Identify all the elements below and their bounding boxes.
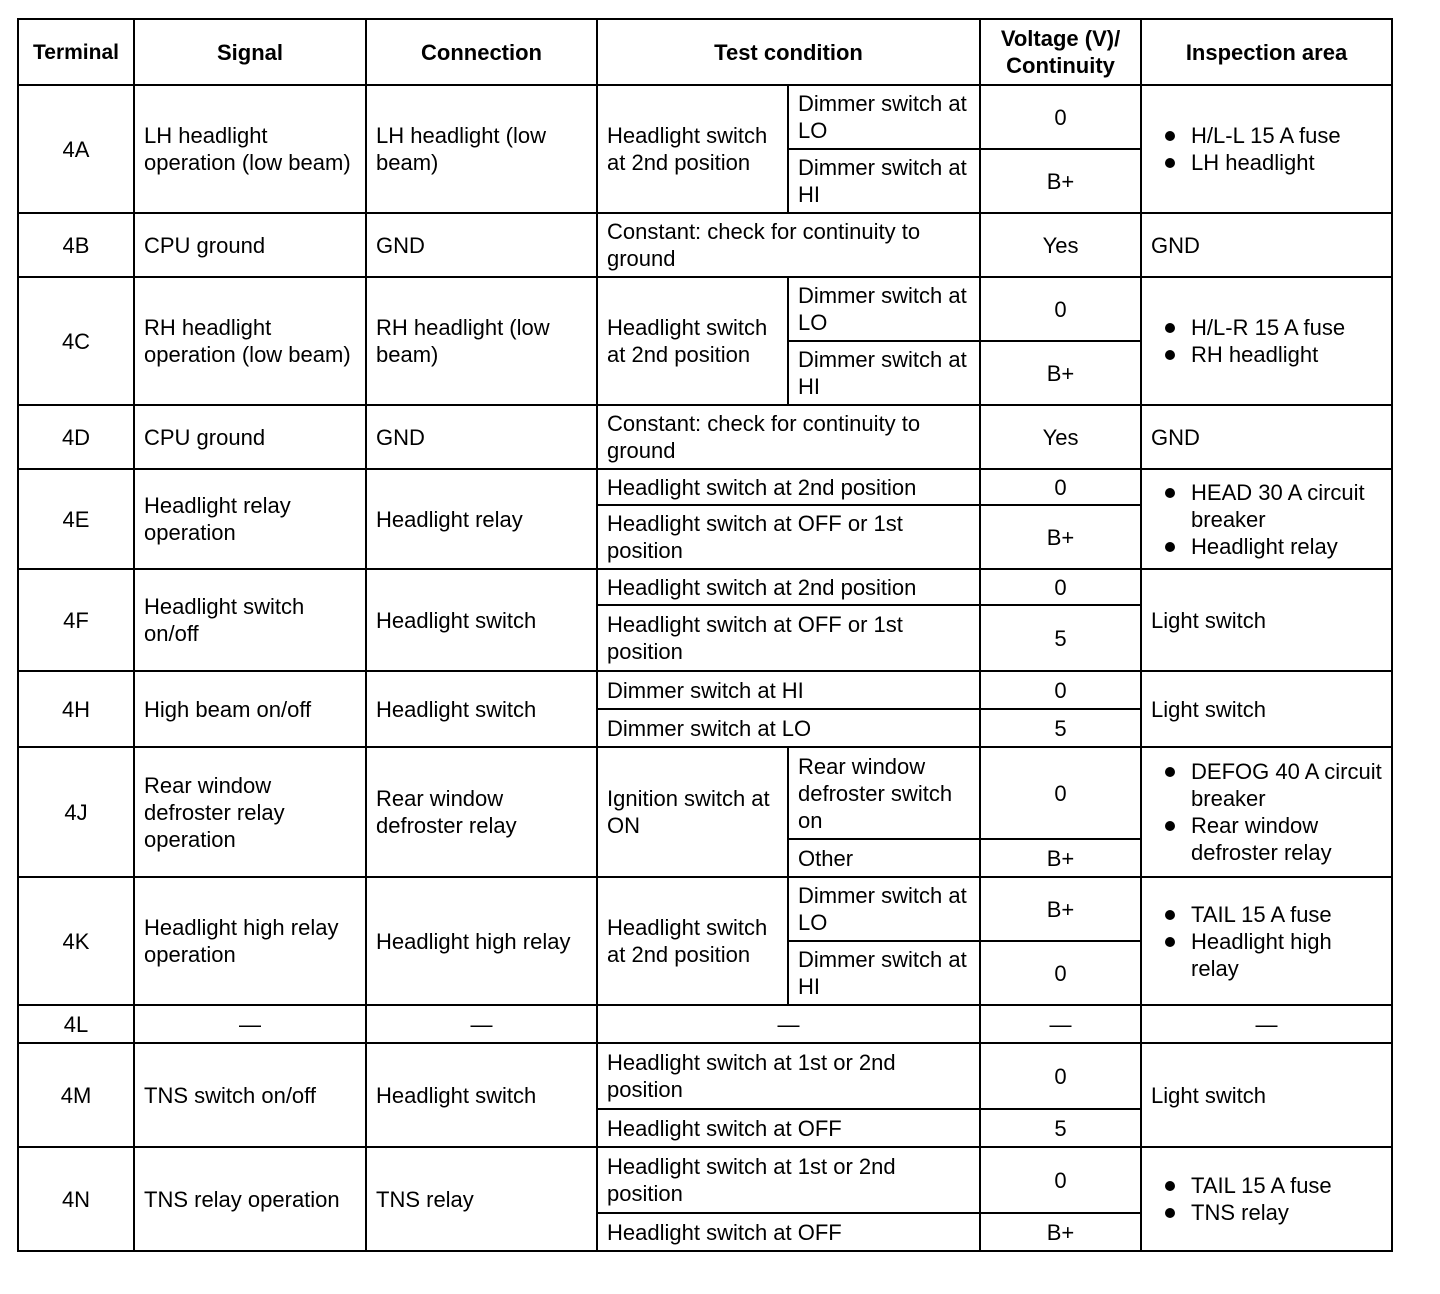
table-row	[18, 405, 1392, 469]
signal-cell: Headlight relay operation	[134, 469, 366, 569]
connection-cell: LH headlight (low beam)	[366, 85, 597, 213]
voltage-cell: B+	[980, 839, 1141, 877]
voltage-cell: 0	[980, 85, 1141, 149]
inspection-item: H/L-L 15 A fuse	[1191, 122, 1382, 149]
inspection-cell	[1141, 1147, 1392, 1251]
inspection-list	[1151, 122, 1382, 176]
header-connection: Connection	[366, 19, 597, 85]
inspection-item: RH headlight	[1191, 341, 1382, 368]
inspection-item: DEFOG 40 A circuit breaker	[1191, 758, 1382, 812]
bullet-icon	[1165, 937, 1175, 947]
voltage-cell: B+	[980, 877, 1141, 941]
bullet-icon	[1165, 488, 1175, 498]
test-condition-main: Headlight switch at 2nd position	[597, 877, 788, 1005]
terminal-cell: 4F	[18, 569, 134, 671]
voltage-cell: 0	[980, 469, 1141, 505]
test-condition-full: Dimmer switch at LO	[597, 709, 980, 747]
table-row	[18, 1005, 1392, 1043]
test-condition-sub: Dimmer switch at LO	[788, 877, 980, 941]
test-condition-full: Headlight switch at 2nd position	[597, 469, 980, 505]
voltage-cell: —	[980, 1005, 1141, 1043]
connection-cell: GND	[366, 213, 597, 277]
test-condition-full: Headlight switch at 1st or 2nd position	[597, 1147, 980, 1213]
terminal-cell: 4L	[18, 1005, 134, 1043]
bullet-icon	[1165, 158, 1175, 168]
voltage-cell: 0	[980, 1043, 1141, 1109]
header-row	[18, 19, 1392, 85]
connection-cell: Headlight switch	[366, 569, 597, 671]
inspection-list	[1151, 901, 1382, 982]
bullet-icon	[1165, 542, 1175, 552]
terminal-cell: 4A	[18, 85, 134, 213]
inspection-cell: —	[1141, 1005, 1392, 1043]
header-test-condition: Test condition	[597, 19, 980, 85]
test-condition-full: Dimmer switch at HI	[597, 671, 980, 709]
inspection-cell: Light switch	[1141, 1043, 1392, 1147]
terminal-cell: 4M	[18, 1043, 134, 1147]
test-condition-main: Ignition switch at ON	[597, 747, 788, 877]
signal-cell: —	[134, 1005, 366, 1043]
signal-cell: Headlight high relay operation	[134, 877, 366, 1005]
voltage-cell: B+	[980, 1213, 1141, 1251]
inspection-cell	[1141, 877, 1392, 1005]
voltage-cell: 5	[980, 1109, 1141, 1147]
bullet-icon	[1165, 910, 1175, 920]
test-condition-full: Headlight switch at OFF	[597, 1109, 980, 1147]
test-condition-full: Headlight switch at OFF or 1st position	[597, 605, 980, 671]
voltage-cell: B+	[980, 149, 1141, 213]
signal-cell: TNS switch on/off	[134, 1043, 366, 1147]
inspection-item: HEAD 30 A circuit breaker	[1191, 479, 1382, 533]
terminal-cell: 4N	[18, 1147, 134, 1251]
inspection-cell	[1141, 747, 1392, 877]
header-signal: Signal	[134, 19, 366, 85]
table-row	[18, 1147, 1392, 1213]
inspection-item: LH headlight	[1191, 149, 1382, 176]
terminal-cell: 4K	[18, 877, 134, 1005]
voltage-cell: 0	[980, 1147, 1141, 1213]
test-condition-main: Headlight switch at 2nd position	[597, 277, 788, 405]
header-voltage: Voltage (V)/ Continuity	[980, 19, 1141, 85]
test-condition-sub: Dimmer switch at LO	[788, 85, 980, 149]
table-row	[18, 747, 1392, 839]
table-row	[18, 85, 1392, 149]
bullet-icon	[1165, 821, 1175, 831]
inspection-item: Rear window defroster relay	[1191, 812, 1382, 866]
inspection-cell: Light switch	[1141, 671, 1392, 747]
signal-cell: CPU ground	[134, 213, 366, 277]
inspection-item: Headlight high relay	[1191, 928, 1382, 982]
inspection-cell	[1141, 469, 1392, 569]
connection-cell: GND	[366, 405, 597, 469]
test-condition-full: Headlight switch at 2nd position	[597, 569, 980, 605]
inspection-item: TNS relay	[1191, 1199, 1382, 1226]
inspection-cell	[1141, 277, 1392, 405]
connection-cell: —	[366, 1005, 597, 1043]
signal-cell: RH headlight operation (low beam)	[134, 277, 366, 405]
inspection-list	[1151, 1172, 1382, 1226]
signal-cell: LH headlight operation (low beam)	[134, 85, 366, 213]
test-condition-sub: Dimmer switch at LO	[788, 277, 980, 341]
terminal-cell: 4C	[18, 277, 134, 405]
signal-cell: High beam on/off	[134, 671, 366, 747]
voltage-cell: 0	[980, 277, 1141, 341]
voltage-cell: Yes	[980, 213, 1141, 277]
voltage-cell: 0	[980, 941, 1141, 1005]
signal-cell: Headlight switch on/off	[134, 569, 366, 671]
table-row	[18, 877, 1392, 941]
inspection-list	[1151, 479, 1382, 560]
voltage-cell: B+	[980, 341, 1141, 405]
terminal-cell: 4B	[18, 213, 134, 277]
connection-cell: Headlight high relay	[366, 877, 597, 1005]
header-inspection: Inspection area	[1141, 19, 1392, 85]
test-condition-full: —	[597, 1005, 980, 1043]
inspection-item: TAIL 15 A fuse	[1191, 1172, 1382, 1199]
test-condition-main: Headlight switch at 2nd position	[597, 85, 788, 213]
voltage-cell: 0	[980, 569, 1141, 605]
bullet-icon	[1165, 323, 1175, 333]
test-condition-full: Constant: check for continuity to ground	[597, 213, 980, 277]
terminal-cell: 4D	[18, 405, 134, 469]
connection-cell: Headlight switch	[366, 1043, 597, 1147]
terminal-cell: 4H	[18, 671, 134, 747]
bullet-icon	[1165, 131, 1175, 141]
connection-cell: RH headlight (low beam)	[366, 277, 597, 405]
connection-cell: Rear window defroster relay	[366, 747, 597, 877]
voltage-cell: 0	[980, 747, 1141, 839]
voltage-cell: B+	[980, 505, 1141, 569]
table-row	[18, 1043, 1392, 1109]
signal-cell: CPU ground	[134, 405, 366, 469]
bullet-icon	[1165, 1181, 1175, 1191]
inspection-cell	[1141, 85, 1392, 213]
inspection-list	[1151, 314, 1382, 368]
table-row	[18, 469, 1392, 505]
test-condition-sub: Dimmer switch at HI	[788, 149, 980, 213]
bullet-icon	[1165, 350, 1175, 360]
inspection-cell: GND	[1141, 405, 1392, 469]
connection-cell: Headlight switch	[366, 671, 597, 747]
voltage-cell: Yes	[980, 405, 1141, 469]
voltage-cell: 0	[980, 671, 1141, 709]
test-condition-sub: Other	[788, 839, 980, 877]
inspection-cell: Light switch	[1141, 569, 1392, 671]
test-condition-full: Constant: check for continuity to ground	[597, 405, 980, 469]
table-row	[18, 671, 1392, 709]
bullet-icon	[1165, 767, 1175, 777]
terminal-table	[17, 18, 1393, 1252]
test-condition-sub: Dimmer switch at HI	[788, 341, 980, 405]
connection-cell: Headlight relay	[366, 469, 597, 569]
signal-cell: Rear window defroster relay operation	[134, 747, 366, 877]
test-condition-full: Headlight switch at OFF	[597, 1213, 980, 1251]
table-row	[18, 213, 1392, 277]
voltage-cell: 5	[980, 709, 1141, 747]
terminal-cell: 4J	[18, 747, 134, 877]
test-condition-full: Headlight switch at 1st or 2nd position	[597, 1043, 980, 1109]
inspection-item: TAIL 15 A fuse	[1191, 901, 1382, 928]
inspection-item: H/L-R 15 A fuse	[1191, 314, 1382, 341]
connection-cell: TNS relay	[366, 1147, 597, 1251]
table-row	[18, 569, 1392, 605]
bullet-icon	[1165, 1208, 1175, 1218]
table-row	[18, 277, 1392, 341]
signal-cell: TNS relay operation	[134, 1147, 366, 1251]
test-condition-full: Headlight switch at OFF or 1st position	[597, 505, 980, 569]
inspection-item: Headlight relay	[1191, 533, 1382, 560]
inspection-cell: GND	[1141, 213, 1392, 277]
test-condition-sub: Rear window defroster switch on	[788, 747, 980, 839]
terminal-cell: 4E	[18, 469, 134, 569]
header-terminal: Terminal	[18, 19, 134, 85]
voltage-cell: 5	[980, 605, 1141, 671]
test-condition-sub: Dimmer switch at HI	[788, 941, 980, 1005]
inspection-list	[1151, 758, 1382, 866]
